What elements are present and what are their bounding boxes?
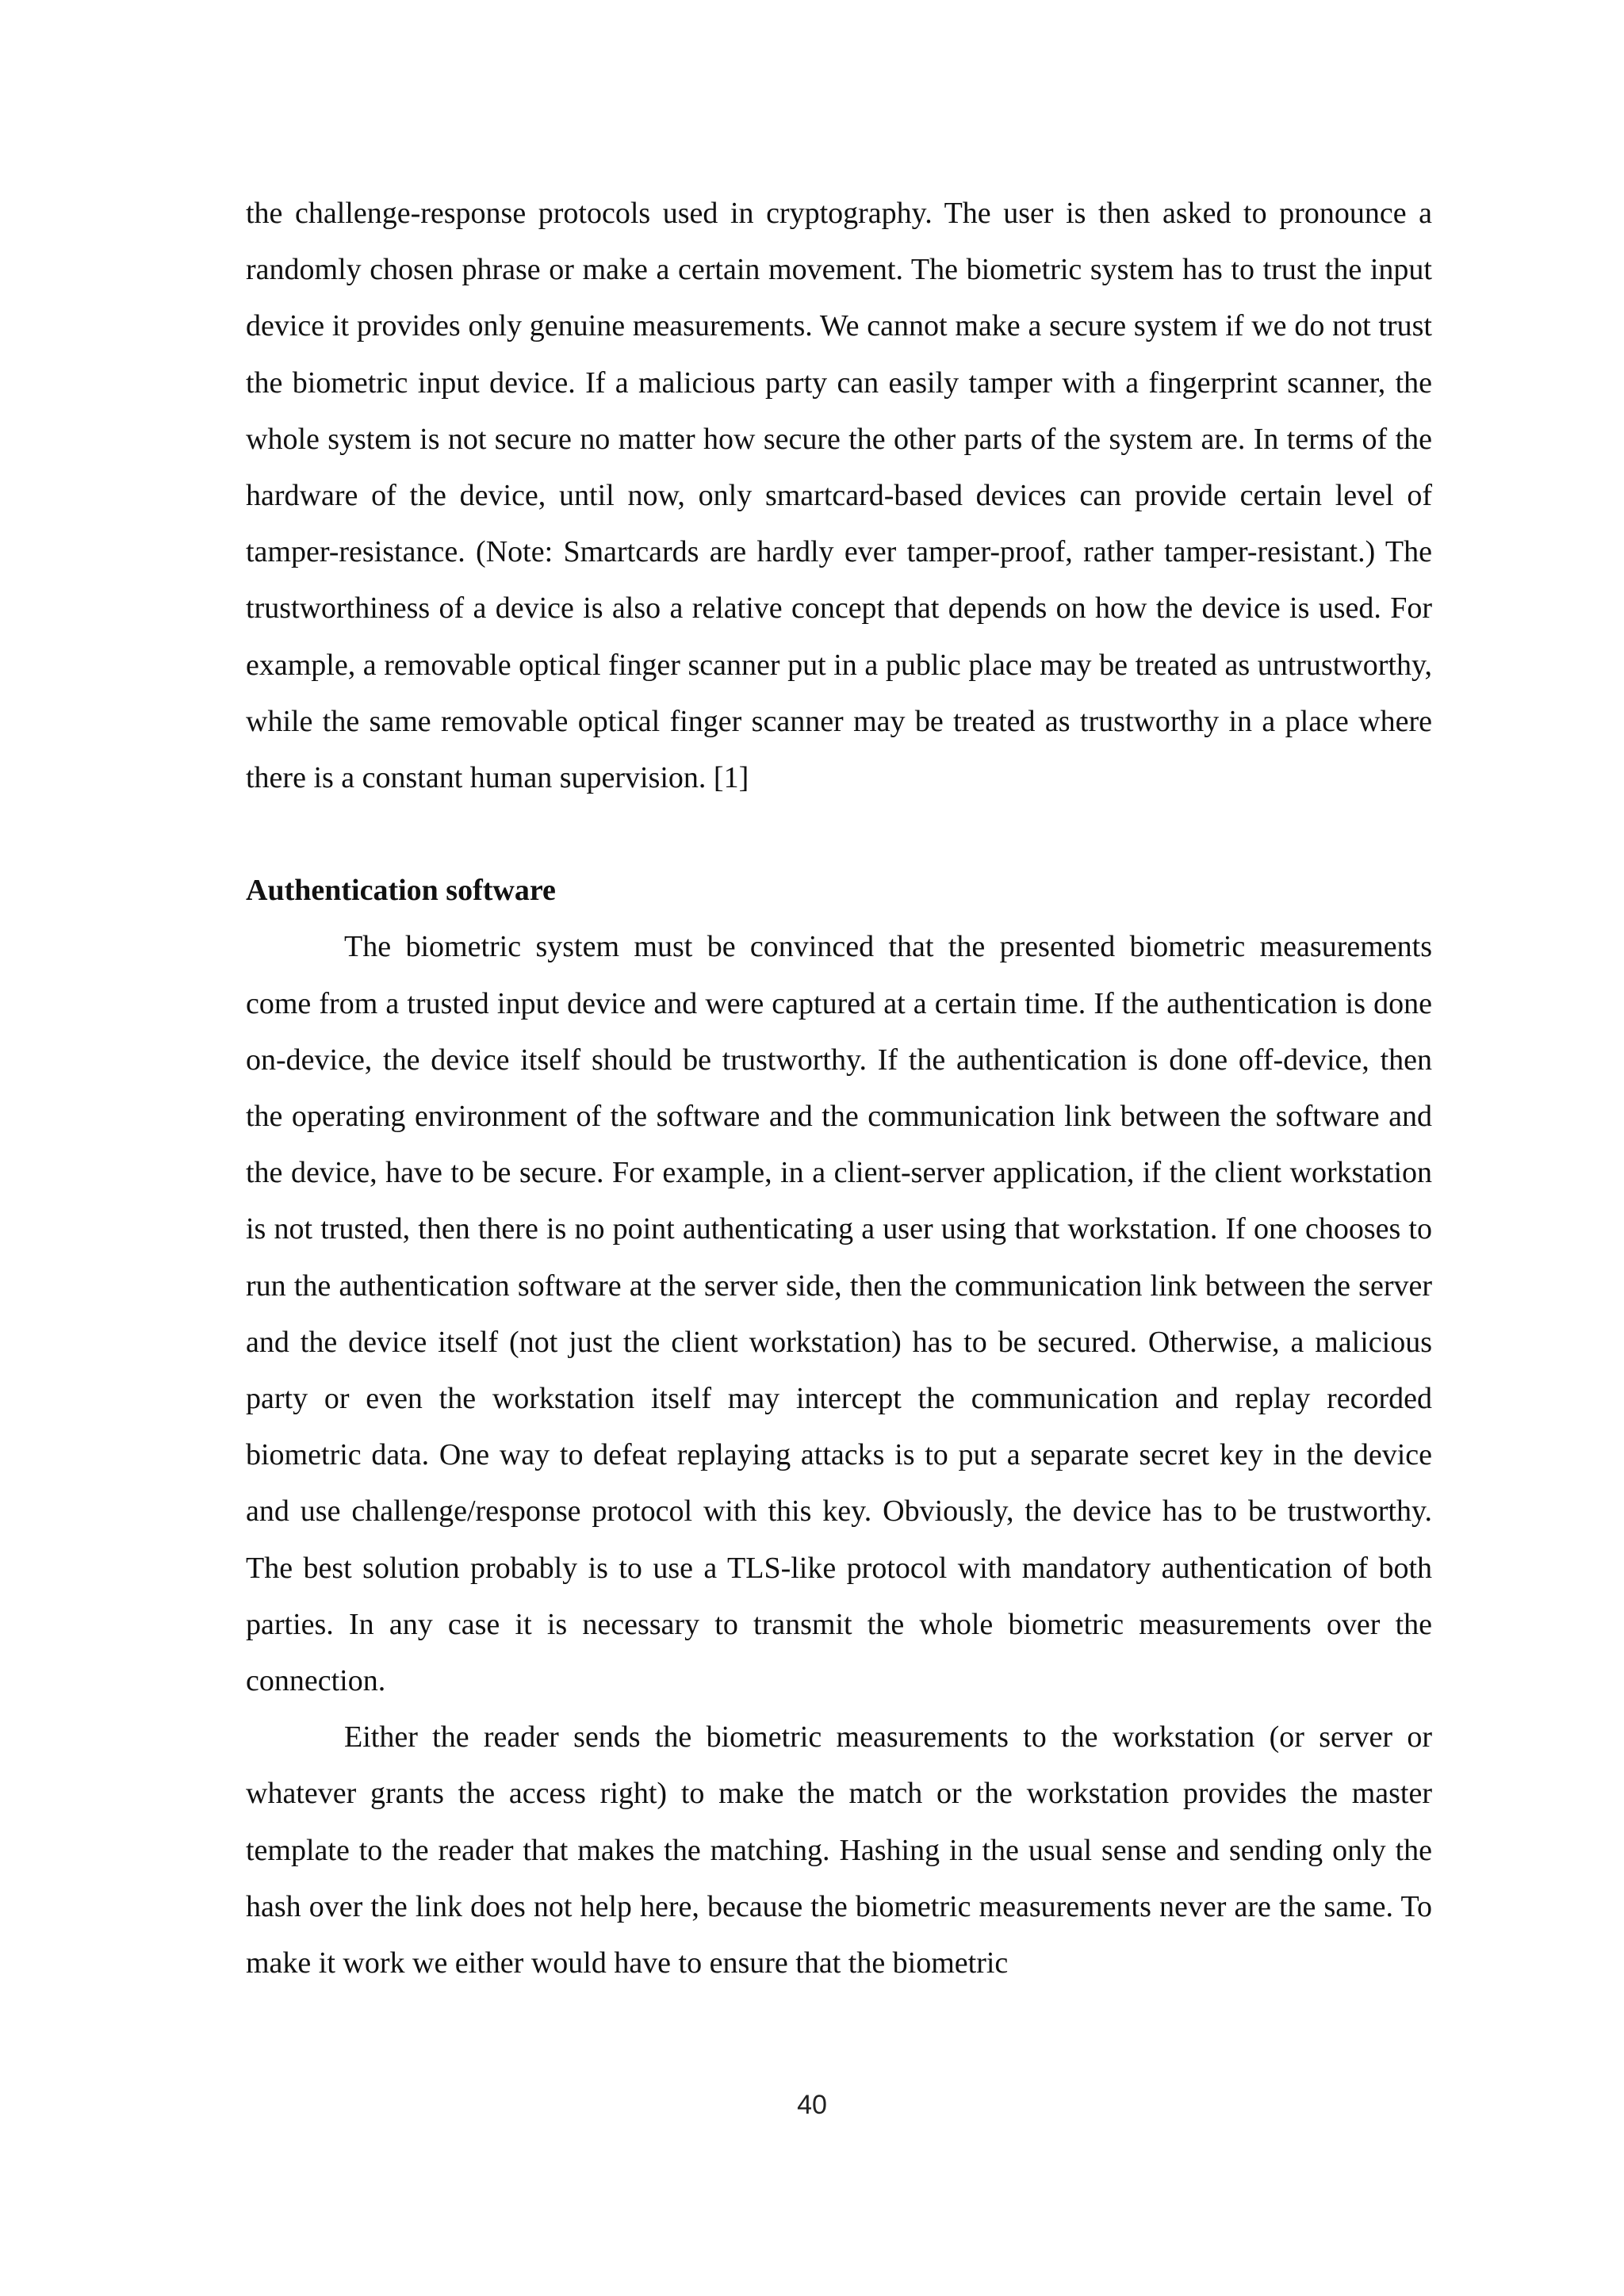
paragraph-reader-matching: Either the reader sends the biometric measurements to the workstation (or server or whatever grants the access right) to make the match or the workstation provides the master template to the reader that makes the matching. Hashing in the usual sense and sending only the hash over the link does not help here, because the biometric measurements never are the same. To make it work we either would have to ensure that the biometric (246, 1720, 1432, 1980)
page-number: 40 (797, 2090, 827, 2120)
section-spacer (246, 806, 1432, 863)
section-heading: Authentication software (246, 874, 556, 908)
body-text (246, 186, 1432, 1992)
paragraph-continuation: the challenge-response protocols used in cryptography. The user is then asked to pronounce a randomly chosen phrase or make a certain movement. The biometric system has to trust the input device it provides only genuine measurements. We cannot make a secure system if we do not trust the biometric input device. If a malicious party can easily tamper with a fingerprint scanner, the whole system is not secure no matter how secure the other parts of the system are. In terms of the hardware of the device, until now, only smartcard-based devices can provide certain level of tamper-resistance. (Note: Smartcards are hardly ever tamper-proof, rather tamper-resistant.) The trustworthiness of a device is also a relative concept that depends on how the device is used. For example, a removable optical finger scanner put in a public place may be treated as untrustworthy, while the same removable optical finger scanner may be treated as trustworthy in a place where there is a constant human supervision. [1] (246, 197, 1432, 795)
paragraph-authentication: The biometric system must be convinced that the presented biometric measurements come from a trusted input device and were captured at a certain time. If the authentication is done on-device, the device itself should be trustworthy. If the authentication is done off-device, then the operating environment of the software and the communication link between the software and the device, have to be secure. For example, in a client-server application, if the client workstation is not trusted, then there is no point authenticating a user using that workstation. If one chooses to run the authentication software at the server side, then the communication link between the server and the device itself (not just the client workstation) has to be secured. Otherwise, a malicious party or even the workstation itself may intercept the communication and replay recorded biometric data. One way to defeat replaying attacks is to put a separate secret key in the device and use challenge/response protocol with this key. Obviously, the device has to be trustworthy. The best solution probably is to use a TLS-like protocol with mandatory authentication of both parties. In any case it is necessary to transmit the whole biometric measurements over the connection. (246, 930, 1432, 1698)
